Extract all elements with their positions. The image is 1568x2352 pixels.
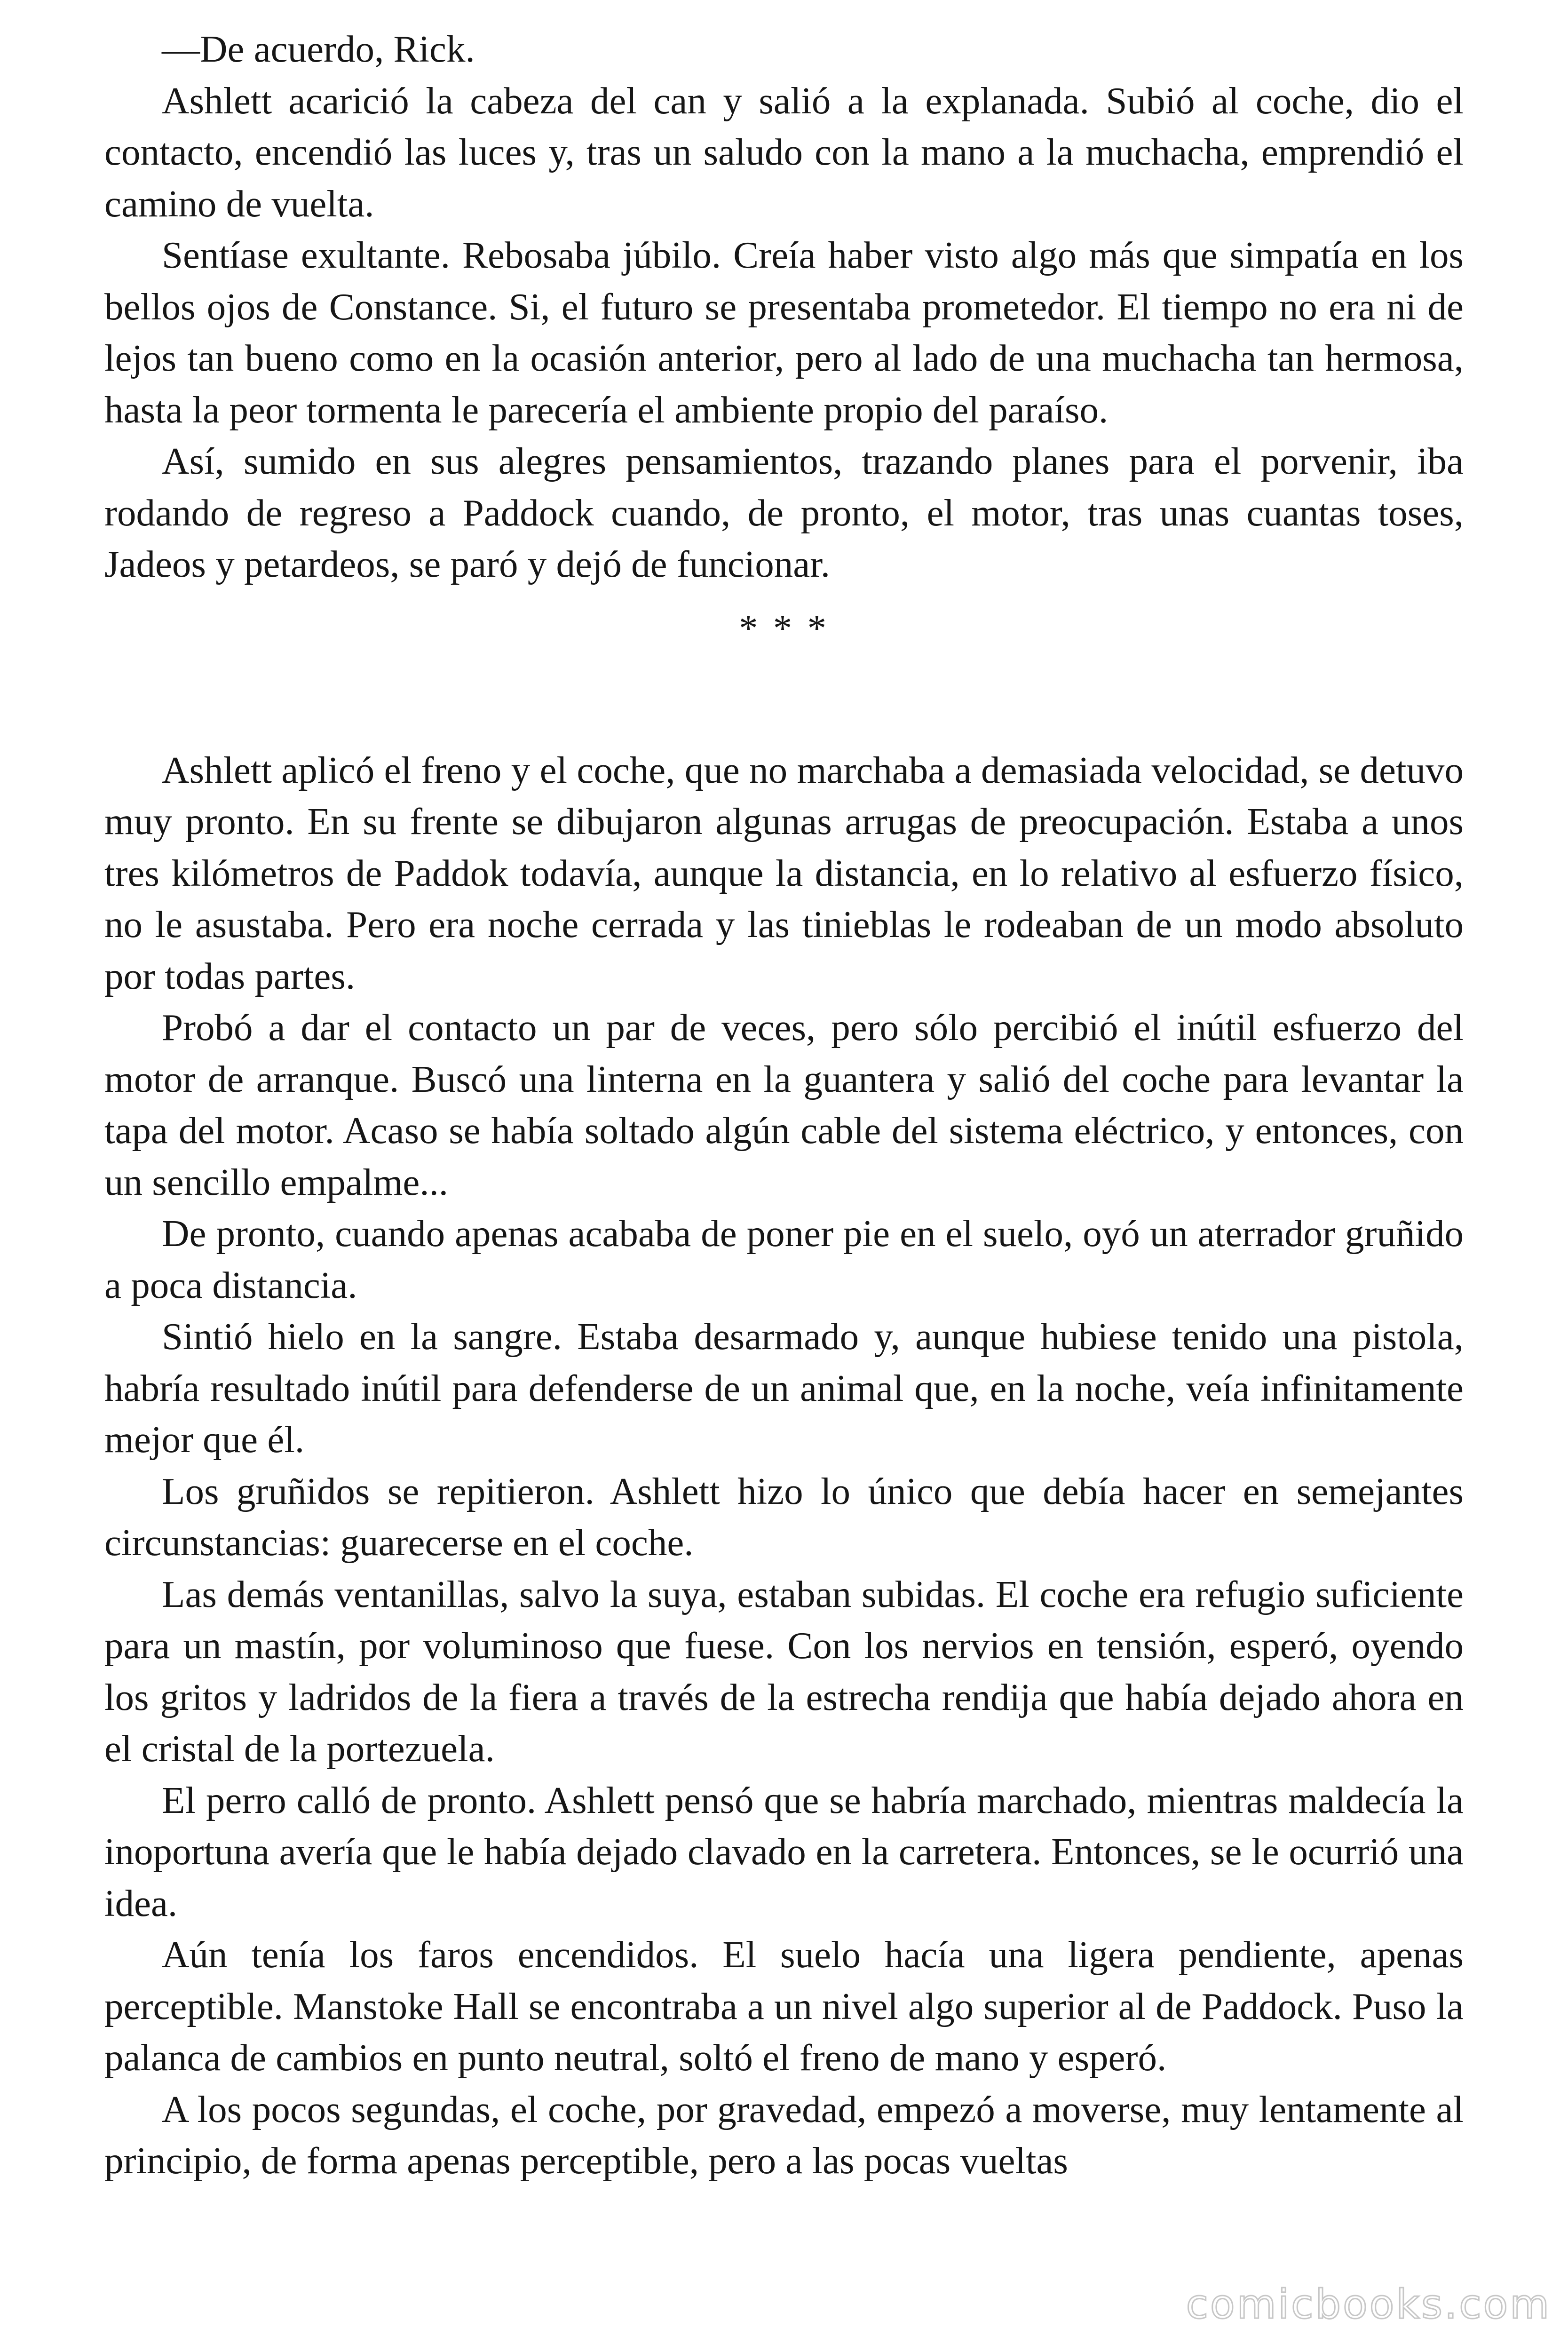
paragraph: De pronto, cuando apenas acababa de poner pie en el suelo, oyó un aterrador gruñido a poca distancia. <box>104 1212 1464 1306</box>
paragraph: Los gruñidos se repitieron. Ashlett hizo lo único que debía hacer en semejantes circunstancias: guarecerse en el coche. <box>104 1470 1464 1564</box>
watermark: comicbooks.com <box>1186 2281 1551 2328</box>
paragraph: Ashlett acarició la cabeza del can y salió a la explanada. Subió al coche, dio el contacto, encendió las luces y, tras un saludo con la mano a la muchacha, emprendió el camino de vuelta. <box>104 79 1464 225</box>
paragraph: Aún tenía los faros encendidos. El suelo hacía una ligera pendiente, apenas perceptible. Manstoke Hall se encontraba a un nivel algo superior al de Paddock. Puso la palanca de cambios en punto neutral, soltó el freno de mano y esperó. <box>104 1933 1464 2079</box>
paragraph: Las demás ventanillas, salvo la suya, estaban subidas. El coche era refugio suficiente para un mastín, por voluminoso que fuese. Con los nervios en tensión, esperó, oyendo los gritos y ladridos de la fiera a través de la estrecha rendija que había dejado ahora en el cristal de la portezuela. <box>104 1573 1464 1770</box>
paragraph: Así, sumido en sus alegres pensamientos, trazando planes para el porvenir, iba rodando de regreso a Paddock cuando, de pronto, el motor, tras unas cuantas toses, Jadeos y petardeos, se paró y dejó de funcionar. <box>104 440 1464 585</box>
paragraph: —De acuerdo, Rick. <box>162 28 475 70</box>
paragraph: El perro calló de pronto. Ashlett pensó que se habría marchado, mientras maldecía la inoportuna avería que le había dejado clavado en la carretera. Entonces, se le ocurrió una idea. <box>104 1779 1464 1924</box>
scene-separator: * * * <box>739 606 829 649</box>
page-text <box>104 24 1464 2187</box>
paragraph: Ashlett aplicó el freno y el coche, que no marchaba a demasiada velocidad, se detuvo muy pronto. En su frente se dibujaron algunas arrugas de preocupación. Estaba a unos tres kilómetros de Paddok todavía, aunque la distancia, en lo relativo al esfuerzo físico, no le asustaba. Pero era noche cerrada y las tinieblas le rodeaban de un modo absoluto por todas partes. <box>104 748 1464 997</box>
paragraph: Sintió hielo en la sangre. Estaba desarmado y, aunque hubiese tenido una pistola, habría resultado inútil para defenderse de un animal que, en la noche, veía infinitamente mejor que él. <box>104 1315 1464 1461</box>
paragraph: Probó a dar el contacto un par de veces, pero sólo percibió el inútil esfuerzo del motor de arranque. Buscó una linterna en la guantera y salió del coche para levantar la tapa del motor. Acaso se había soltado algún cable del sistema eléctrico, y entonces, con un sencillo empalme... <box>104 1006 1464 1203</box>
paragraph: Sentíase exultante. Rebosaba júbilo. Creía haber visto algo más que simpatía en los bellos ojos de Constance. Si, el futuro se presentaba prometedor. El tiempo no era ni de lejos tan bueno como en la ocasión anterior, pero al lado de una muchacha tan hermosa, hasta la peor tormenta le parecería el ambiente propio del paraíso. <box>104 234 1464 431</box>
paragraph: A los pocos segundas, el coche, por gravedad, empezó a moverse, muy lentamente al principio, de forma apenas perceptible, pero a las pocas vueltas <box>104 2088 1464 2182</box>
